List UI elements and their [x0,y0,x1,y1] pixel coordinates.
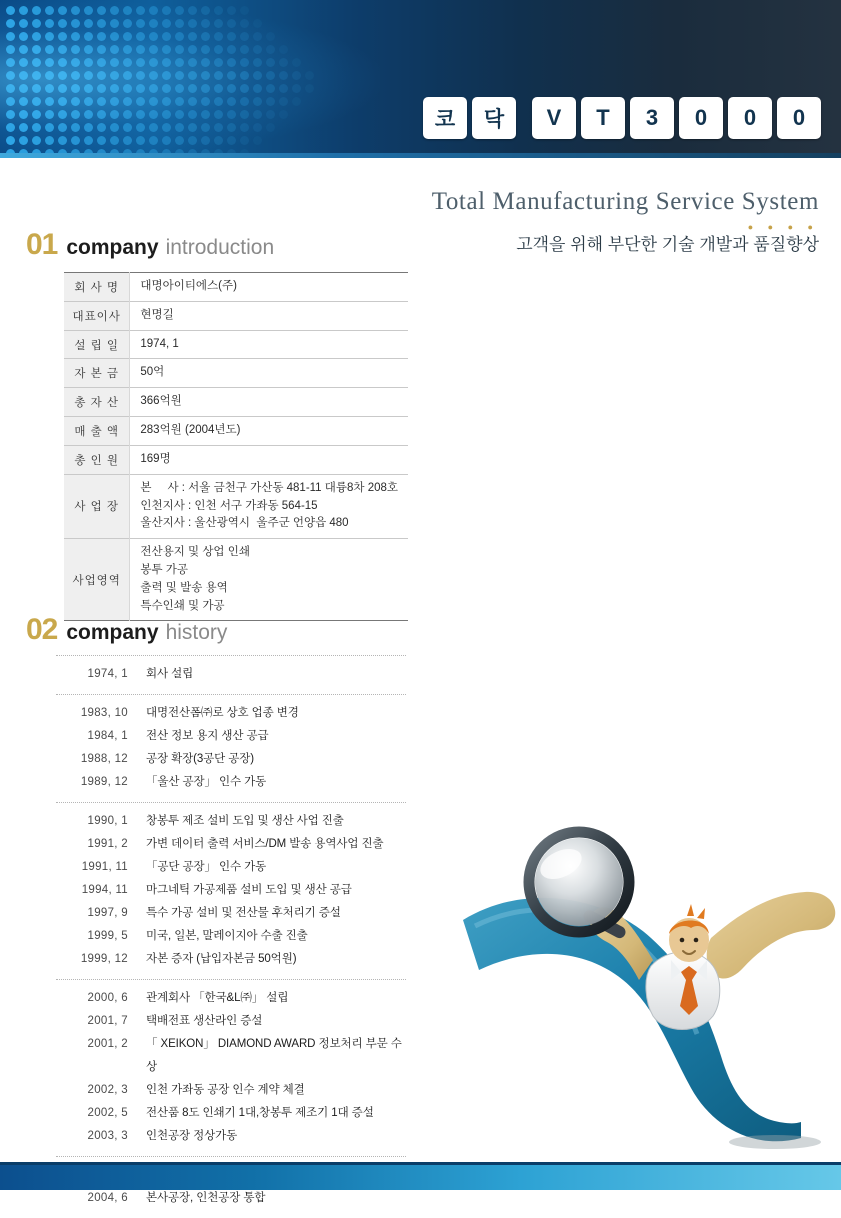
product-code-badge: 3 [630,97,674,139]
info-row-value [130,359,408,388]
history-entry [56,925,406,948]
history-entry-date: 1997, 9 [87,907,128,919]
info-row-value-line: 50억 [140,366,165,379]
history-entry [56,748,406,771]
history-entry [56,856,406,879]
product-code-badge: T [581,97,625,139]
tagline-dot-decoration: ● ● ● ● [747,221,819,232]
section-title-primary: company [66,236,159,259]
history-entry [56,1010,406,1033]
info-row-value-line: 인천지사 : 인천 서구 가좌동 564-15 [140,499,318,512]
history-entry-text: 회사 설립 [146,668,194,680]
history-entry-date: 2002, 3 [87,1084,128,1096]
history-entry [56,702,406,725]
section-title-secondary: history [165,621,228,644]
product-code-badge: V [532,97,576,139]
info-row-value-line: 169명 [140,452,171,465]
history-entry-text: 관계회사 「한국&L㈜」 설립 [146,992,289,1004]
section-number: 01 [26,228,58,261]
info-row-label: 사업영역 [64,539,130,621]
info-row-value [130,388,408,417]
history-entry-text: 가변 데이터 출력 서비스/DM 발송 용역사업 진출 [146,838,384,850]
info-row-value [130,417,408,446]
table-row [64,474,408,538]
company-history-list [56,655,406,1218]
history-group [56,655,406,695]
history-entry-text: 공장 확장(3공단 공장) [146,753,255,765]
info-row-value-line: 본 사 : 서울 금천구 가산동 481-11 대륭8차 208호 [140,481,398,494]
history-entry-text: 「 XEIKON」 DIAMOND AWARD 정보처리 부문 수상 [146,1038,402,1073]
info-row-label: 총 인 원 [64,445,130,474]
history-entry [56,1079,406,1102]
history-entry-text: 인천공장 정상가동 [146,1130,238,1142]
info-row-label: 대표이사 [64,301,130,330]
info-row-value [130,330,408,359]
tagline-korean: 고객을 위해 부단한 기술 개발과 품질향상 [516,234,819,254]
history-entry [56,879,406,902]
page-footer [0,1162,841,1190]
table-row [64,330,408,359]
section-title-company-introduction [26,228,274,262]
history-entry-date: 2001, 2 [87,1038,128,1050]
history-entry [56,833,406,856]
history-entry [56,663,406,686]
section-title-primary: company [66,621,159,644]
history-entry-text: 특수 가공 설비 및 전산물 후처리기 증설 [146,907,341,919]
footer-top-rule [0,1162,841,1165]
history-entry-date: 2003, 3 [87,1130,128,1142]
history-entry [56,948,406,971]
info-row-value [130,273,408,302]
history-entry [56,725,406,748]
history-entry-text: 마그네틱 가공제품 설비 도입 및 생산 공급 [146,884,352,896]
history-entry-date: 2000, 6 [87,992,128,1004]
history-entry-date: 1988, 12 [80,753,128,765]
history-entry-date: 2004, 6 [87,1192,128,1204]
history-entry [56,1125,406,1148]
history-entry-date: 1991, 11 [81,861,128,873]
history-entry-date: 1990, 1 [87,815,128,827]
company-info-table [64,272,408,621]
product-code-badge: 0 [777,97,821,139]
product-code-badges [423,97,821,139]
table-row [64,417,408,446]
history-entry-text: 「공단 공장」 인수 가동 [146,861,267,873]
history-entry-date: 1999, 5 [87,930,128,942]
table-row [64,445,408,474]
history-group [56,980,406,1157]
history-entry [56,771,406,794]
product-code-badge: 0 [679,97,723,139]
info-row-value [130,539,408,621]
history-entry-date: 1974, 1 [87,668,128,680]
history-entry [56,1033,406,1079]
history-entry [56,902,406,925]
tagline-block [432,188,819,256]
info-row-label: 회 사 명 [64,273,130,302]
info-row-label: 매 출 액 [64,417,130,446]
info-row-value [130,474,408,538]
history-group [56,695,406,803]
history-entry-date: 1984, 1 [87,730,128,742]
history-entry-text: 자본 증자 (납입자본금 50억원) [146,953,297,965]
history-entry [56,810,406,833]
history-entry-date: 2002, 5 [87,1107,128,1119]
section-number: 02 [26,613,58,646]
history-entry-text: 전산 정보 용지 생산 공급 [146,730,269,742]
history-entry-text: 택배전표 생산라인 증설 [146,1015,263,1027]
info-row-label: 설 립 일 [64,330,130,359]
info-row-value-line: 대명아이티에스(주) [140,280,237,292]
history-entry-text: 인천 가좌동 공장 인수 계약 체결 [146,1084,305,1096]
history-entry-text: 창봉투 제조 설비 도입 및 생산 사업 진출 [146,815,344,827]
magnifier-man-illustration [455,820,841,1150]
history-entry-date: 1989, 12 [80,776,128,788]
info-row-label: 자 본 금 [64,359,130,388]
info-row-value-line: 현명길 [140,308,174,321]
tagline-english: Total Manufacturing Service System [431,188,819,215]
info-row-label: 총 자 산 [64,388,130,417]
header-bottom-rule [0,153,841,158]
table-row [64,301,408,330]
info-row-value-line: 1974, 1 [140,337,179,350]
history-entry-date: 1994, 11 [81,884,128,896]
history-entry-text: 본사공장, 인천공장 통합 [146,1192,266,1204]
history-entry [56,1187,406,1210]
history-entry-text: 「울산 공장」 인수 가동 [146,776,267,788]
page-header [0,0,841,158]
info-row-value [130,445,408,474]
product-code-badge: 0 [728,97,772,139]
table-row [64,539,408,621]
history-entry-text: 미국, 일본, 말레이지아 수출 진출 [146,930,308,942]
info-row-label: 사 업 장 [64,474,130,538]
history-entry [56,987,406,1010]
info-row-value-line: 전산용지 및 상업 인쇄 [140,546,250,559]
history-entry-text: 전산품 8도 인쇄기 1대,창봉투 제조기 1대 증설 [146,1107,374,1119]
table-row [64,359,408,388]
header-light-sheen [0,0,380,158]
history-entry-date: 1991, 2 [87,838,128,850]
history-entry [56,1102,406,1125]
badge-separator [521,97,527,139]
history-entry-date: 2001, 7 [87,1015,128,1027]
section-title-secondary: introduction [165,236,275,259]
info-row-value-line: 울산지사 : 울산광역시 울주군 언양읍 480 [140,517,349,530]
info-row-value-line: 출력 및 발송 용역 [140,581,228,594]
history-group [56,803,406,980]
table-row [64,273,408,302]
product-code-badge: 코 [423,97,467,139]
section-title-company-history [26,613,227,647]
info-row-value [130,301,408,330]
info-row-value-line: 283억원 (2004년도) [140,424,241,437]
info-row-value-line: 특수인쇄 및 가공 [140,599,225,612]
history-entry-date: 1999, 12 [80,953,128,965]
history-entry-text: 대명전산폼㈜로 상호 업종 변경 [146,707,299,719]
product-code-badge: 닥 [472,97,516,139]
info-row-value-line: 366억원 [140,395,182,408]
table-row [64,388,408,417]
history-entry-date: 1983, 10 [80,707,128,719]
info-row-value-line: 봉투 가공 [140,563,189,576]
